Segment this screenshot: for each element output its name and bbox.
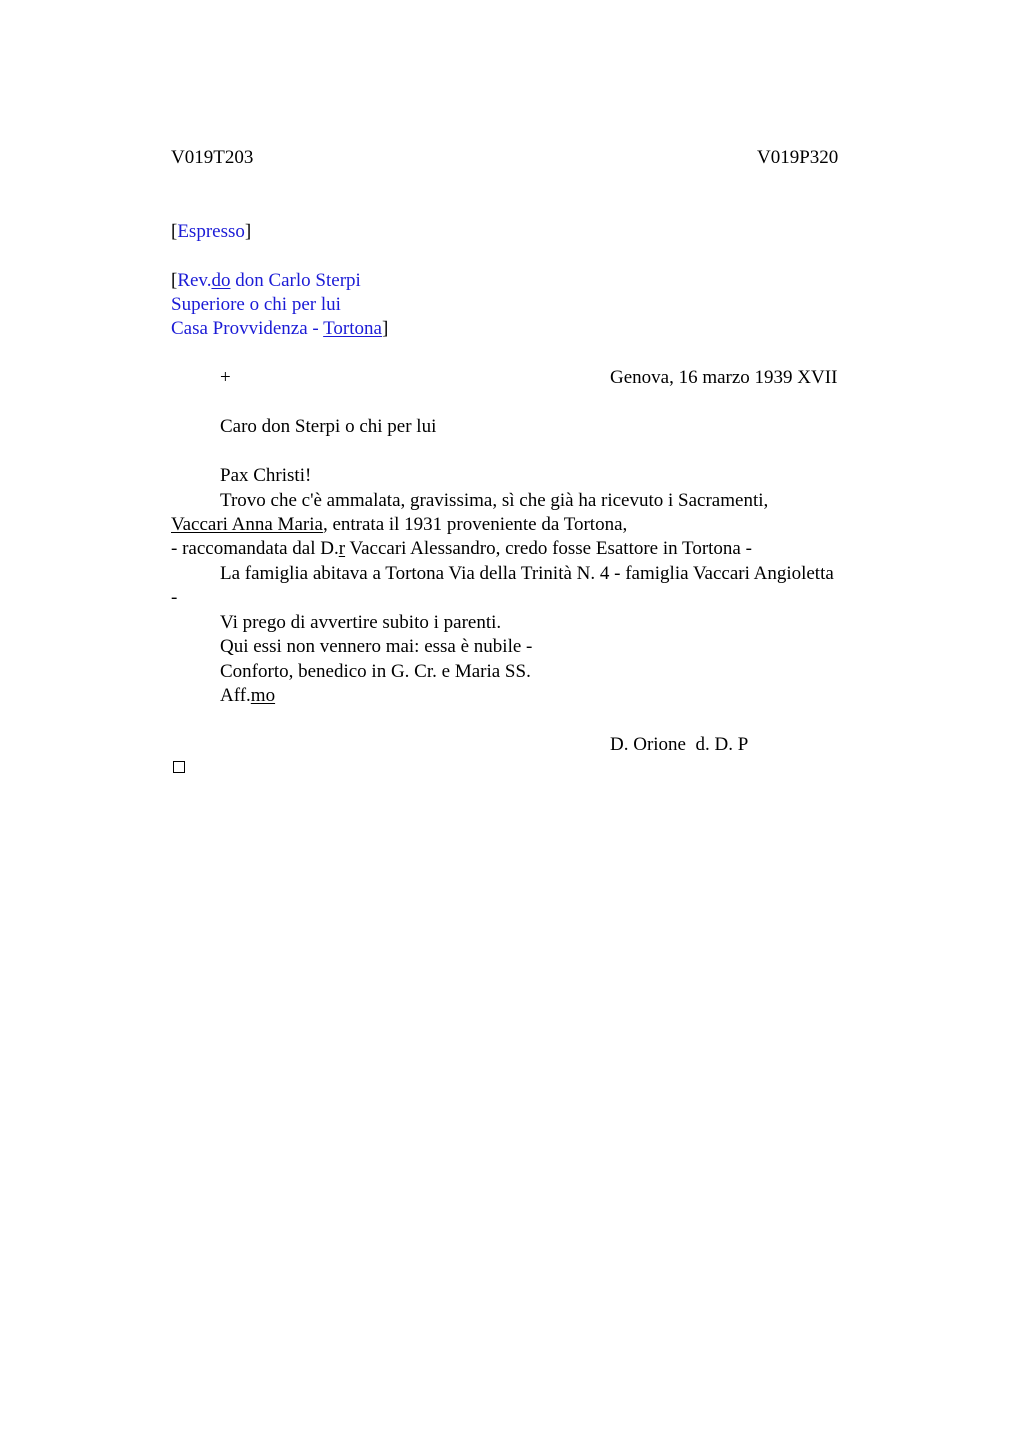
dateline: Genova, 16 marzo 1939 XVII: [610, 367, 838, 388]
patient-name: Vaccari Anna Maria: [171, 514, 323, 535]
signature: D. Orione d. D. P: [610, 734, 749, 755]
body-line-2: [171, 513, 627, 537]
body-line-7: Qui essi non vennero mai: essa è nubile -: [220, 636, 533, 657]
body-line-4: La famiglia abitava a Tortona Via della Trinità N. 4 - famiglia Vaccari Angioletta: [220, 563, 834, 584]
closing-prefix: Aff.: [220, 685, 251, 706]
document-code-right: V019P320: [757, 147, 839, 168]
cross-mark: +: [220, 367, 231, 388]
body-line-6: Vi prego di avvertire subito i parenti.: [220, 612, 502, 633]
greeting: Pax Christi!: [220, 465, 312, 486]
closing: [220, 684, 275, 708]
address-house: Casa Provvidenza -: [171, 318, 324, 339]
address-line-2: Superiore o chi per lui: [171, 294, 341, 315]
bracket-open: [: [171, 270, 178, 291]
address-line-3: [171, 317, 388, 341]
body-line-8: Conforto, benedico in G. Cr. e Maria SS.: [220, 661, 531, 682]
body-line-3: [171, 537, 752, 561]
salutation: Caro don Sterpi o chi per lui: [220, 416, 437, 437]
closing-abbrev: mo: [250, 685, 276, 706]
address-line-1: [171, 269, 361, 293]
end-square-icon: [173, 761, 185, 773]
bracket-close: ]: [381, 318, 389, 339]
body-line-2-rest: , entrata il 1931 proveniente da Tortona,: [322, 514, 628, 535]
espresso-label: Espresso: [177, 221, 245, 242]
title-abbrev: r: [338, 538, 346, 559]
address-city-link[interactable]: Tortona: [323, 318, 382, 339]
body-line-1: Trovo che c'è ammalata, gravissima, sì che già ha ricevuto i Sacramenti,: [220, 490, 769, 511]
bracket-open: [: [171, 221, 178, 242]
address-title-abbrev: do: [211, 270, 231, 291]
address-title: Rev.: [177, 270, 212, 291]
body-line-3-prefix: - raccomandata dal D.: [171, 538, 339, 559]
espresso-note: [171, 220, 251, 244]
body-line-3-rest: Vaccari Alessandro, credo fosse Esattore in Tortona -: [345, 538, 752, 559]
address-recipient: don Carlo Sterpi: [230, 270, 361, 291]
bracket-close: ]: [244, 221, 252, 242]
document-code-left: V019T203: [171, 147, 254, 168]
body-line-5: -: [171, 587, 178, 608]
